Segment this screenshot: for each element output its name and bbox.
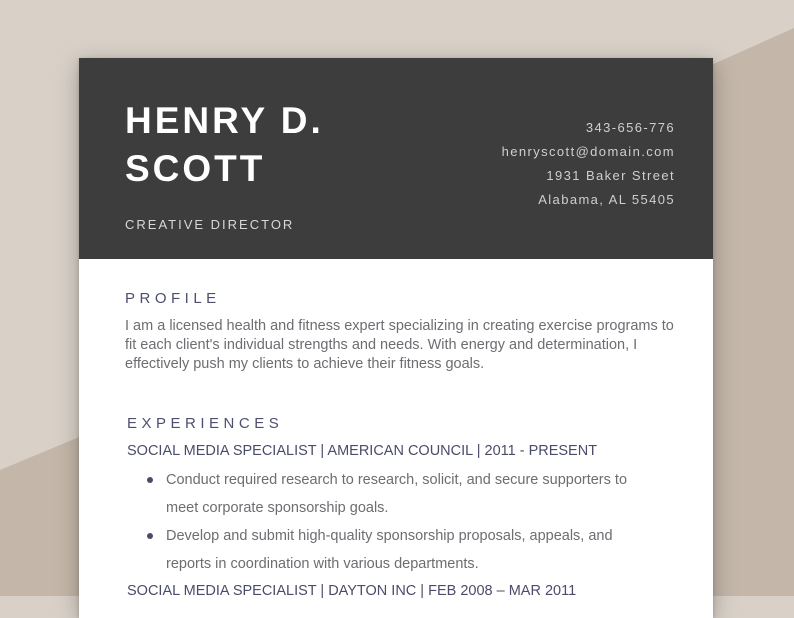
profile-text: I am a licensed health and fitness expert specializing in creating exercise programs to fit each client's individual strengths and needs. With energy and determination, I effectively push my clients to achieve their fitness goals. bbox=[125, 318, 674, 372]
job-heading: SOCIAL MEDIA SPECIALIST | AMERICAN COUNCIL | 2011 - PRESENT bbox=[127, 443, 598, 459]
contact-street: 1931 Baker Street bbox=[546, 168, 675, 183]
name-line-2: SCOTT bbox=[125, 148, 266, 189]
experiences-heading: EXPERIENCES bbox=[127, 415, 284, 432]
job-bullet: Conduct required research to research, solicit, and secure supporters to meet corporate sponsorship goals. bbox=[147, 466, 647, 522]
resume-page bbox=[79, 58, 713, 618]
name-line-1: HENRY D. bbox=[125, 100, 324, 141]
contact-block bbox=[502, 116, 675, 212]
contact-city: Alabama, AL 55405 bbox=[538, 192, 675, 207]
contact-phone: 343-656-776 bbox=[585, 120, 675, 135]
resume-header bbox=[79, 58, 713, 259]
profile-heading: PROFILE bbox=[125, 290, 221, 307]
job-bullet-list bbox=[147, 466, 647, 578]
contact-email: henryscott@domain.com bbox=[501, 144, 675, 159]
job-heading: SOCIAL MEDIA SPECIALIST | DAYTON INC | FEB 2008 – MAR 2011 bbox=[127, 583, 577, 599]
job-title: CREATIVE DIRECTOR bbox=[125, 217, 295, 232]
job-bullet: Develop and submit high-quality sponsorship proposals, appeals, and reports in coordination with various departments. bbox=[147, 522, 647, 578]
